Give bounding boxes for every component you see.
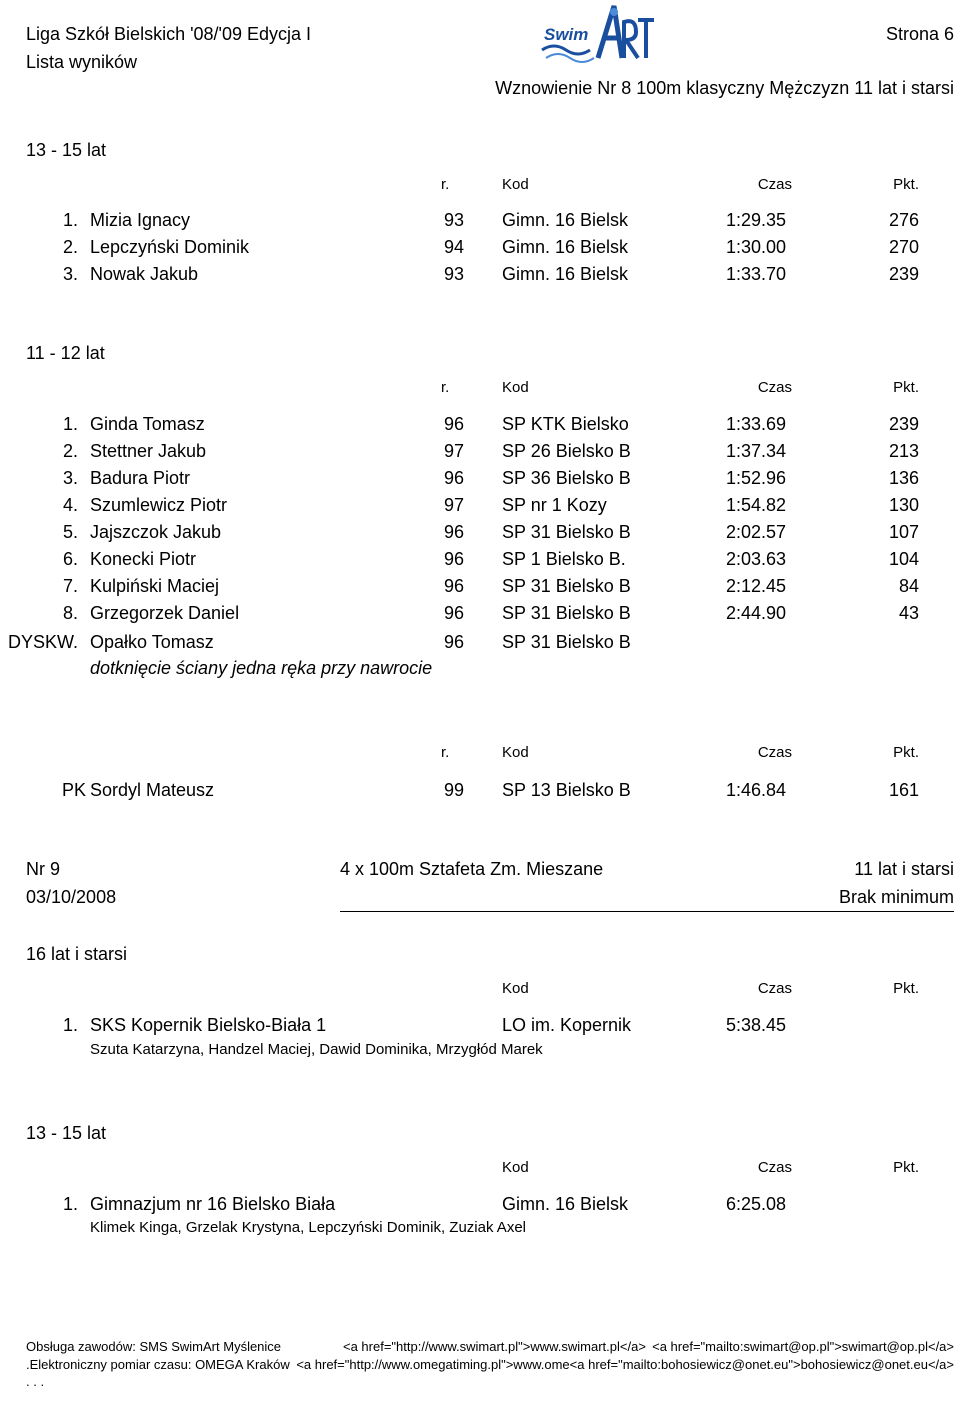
- col-points: Pkt.: [893, 379, 919, 396]
- event-date: 03/10/2008: [26, 887, 117, 907]
- swimmer-name: Stettner Jakub: [90, 441, 207, 461]
- time: 2:44.90: [726, 603, 787, 623]
- points: 213: [888, 441, 919, 461]
- club: Gimn. 16 Bielsk: [502, 210, 629, 230]
- relay-row: [0, 1015, 960, 1041]
- col-club: Kod: [502, 980, 529, 997]
- place: 2.: [62, 237, 78, 257]
- birth-year: 96: [444, 549, 465, 569]
- group-title-13-15: 13 - 15 lat: [26, 140, 107, 160]
- points: 161: [888, 780, 919, 800]
- col-year: r.: [441, 176, 450, 193]
- birth-year: 96: [444, 603, 465, 623]
- footer-dots: . . .: [26, 1374, 45, 1389]
- place: 3.: [62, 264, 78, 284]
- birth-year: 96: [444, 576, 465, 596]
- col-time: Czas: [757, 980, 792, 997]
- col-year: r.: [441, 744, 450, 761]
- place: 7.: [62, 576, 78, 596]
- footer-email-link[interactable]: <a href="mailto:swimart@op.pl">swimart@op.pl</a>: [652, 1339, 954, 1354]
- place: PK: [61, 780, 86, 800]
- svg-text:Swim: Swim: [544, 25, 589, 44]
- place: 4.: [62, 495, 78, 515]
- time: 2:03.63: [726, 549, 787, 569]
- col-points: Pkt.: [893, 176, 919, 193]
- results-subtitle: Lista wyników: [26, 52, 138, 72]
- page-number: Strona 6: [885, 24, 954, 44]
- col-club: Kod: [502, 1159, 529, 1176]
- club: Gimn. 16 Bielsk: [502, 1194, 629, 1214]
- time: 1:30.00: [726, 237, 787, 257]
- place: 3.: [62, 468, 78, 488]
- birth-year: 93: [444, 264, 465, 284]
- swimmer-name: Lepczyński Dominik: [90, 237, 250, 257]
- club: LO im. Kopernik: [502, 1015, 632, 1035]
- col-year: r.: [441, 379, 450, 396]
- swimmer-name: Grzegorzek Daniel: [90, 603, 240, 623]
- club: SP nr 1 Kozy: [502, 495, 607, 515]
- result-row: [0, 522, 960, 548]
- footer-website-link[interactable]: <a href="http://www.swimart.pl">www.swimart.pl</a>: [343, 1339, 646, 1354]
- points: 43: [898, 603, 919, 623]
- club: SP 13 Bielsko B: [502, 780, 631, 800]
- place: 5.: [62, 522, 78, 542]
- swimmer-name: Mizia Ignacy: [90, 210, 191, 230]
- result-row: [0, 264, 960, 290]
- col-club: Kod: [502, 379, 529, 396]
- col-points: Pkt.: [893, 744, 919, 761]
- birth-year: 96: [444, 632, 465, 652]
- relay-group-title: 16 lat i starsi: [26, 944, 128, 964]
- disqualification-note: dotknięcie ściany jedna ręka przy nawrocie: [90, 658, 433, 678]
- birth-year: 97: [444, 495, 465, 515]
- result-row: [0, 549, 960, 575]
- result-row: [0, 495, 960, 521]
- club: Gimn. 16 Bielsk: [502, 264, 629, 284]
- time: 6:25.08: [726, 1194, 787, 1214]
- points: 136: [888, 468, 919, 488]
- points: 270: [888, 237, 919, 257]
- place: 1.: [62, 414, 78, 434]
- result-row: [0, 780, 960, 806]
- event-name: 4 x 100m Sztafeta Zm. Mieszane: [340, 859, 604, 879]
- column-header: [0, 379, 960, 399]
- result-row: [0, 441, 960, 467]
- footer-timing: .Elektroniczny pomiar czasu: OMEGA Kraków: [26, 1357, 290, 1372]
- league-title: Liga Szkół Bielskich '08/'09 Edycja I: [26, 24, 312, 44]
- result-row: [0, 210, 960, 236]
- swimmer-name: Sordyl Mateusz: [90, 780, 215, 800]
- birth-year: 96: [444, 522, 465, 542]
- relay-row: [0, 1194, 960, 1220]
- birth-year: 93: [444, 210, 465, 230]
- club: SP 31 Bielsko B: [502, 576, 631, 596]
- place: 2.: [62, 441, 78, 461]
- result-row: [0, 603, 960, 629]
- team-name: Gimnazjum nr 16 Bielsko Biała: [90, 1194, 336, 1214]
- place: 6.: [62, 549, 78, 569]
- birth-year: 94: [444, 237, 465, 257]
- swimmer-name: Szumlewicz Piotr: [90, 495, 228, 515]
- time: 1:52.96: [726, 468, 787, 488]
- result-row-disqualified: [0, 632, 960, 658]
- club: Gimn. 16 Bielsk: [502, 237, 629, 257]
- team-name: SKS Kopernik Bielsko-Biała 1: [90, 1015, 327, 1035]
- event-number: Nr 9: [26, 859, 61, 879]
- time: 1:46.84: [726, 780, 787, 800]
- club: SP 31 Bielsko B: [502, 603, 631, 623]
- column-header: [0, 1159, 960, 1179]
- club: SP 31 Bielsko B: [502, 632, 631, 652]
- column-header: [0, 176, 960, 196]
- swimart-logo: [538, 0, 656, 72]
- time: 1:54.82: [726, 495, 787, 515]
- col-club: Kod: [502, 744, 529, 761]
- group-title-11-12: 11 - 12 lat: [26, 343, 105, 363]
- swimmer-name: Konecki Piotr: [90, 549, 197, 569]
- time: 1:37.34: [726, 441, 787, 461]
- points: 84: [898, 576, 919, 596]
- event-title: Wznowienie Nr 8 100m klasyczny Mężczyzn 11 lat i starsi: [495, 78, 954, 98]
- swimmer-name: Jajszczok Jakub: [90, 522, 222, 542]
- points: 130: [888, 495, 919, 515]
- club: SP 36 Bielsko B: [502, 468, 631, 488]
- birth-year: 96: [444, 414, 465, 434]
- place: 1.: [62, 1194, 78, 1214]
- points: 239: [888, 414, 919, 434]
- swimmer-name: Opałko Tomasz: [90, 632, 214, 652]
- time: 2:12.45: [726, 576, 787, 596]
- col-club: Kod: [502, 176, 529, 193]
- points: 239: [888, 264, 919, 284]
- club: SP 1 Bielsko B.: [502, 549, 626, 569]
- col-time: Czas: [757, 1159, 792, 1176]
- col-time: Czas: [757, 379, 792, 396]
- points: 276: [888, 210, 919, 230]
- birth-year: 97: [444, 441, 465, 461]
- club: SP KTK Bielsko: [502, 414, 629, 434]
- swimmer-name: Nowak Jakub: [90, 264, 199, 284]
- place: 1.: [62, 210, 78, 230]
- result-row: [0, 576, 960, 602]
- result-row: [0, 414, 960, 440]
- place: 1.: [62, 1015, 78, 1035]
- time: 1:33.69: [726, 414, 787, 434]
- result-row: [0, 237, 960, 263]
- col-time: Czas: [757, 176, 792, 193]
- event-age: 11 lat i starsi: [854, 859, 954, 879]
- swimmer-name: Kulpiński Maciej: [90, 576, 220, 596]
- col-time: Czas: [757, 744, 792, 761]
- result-row: [0, 468, 960, 494]
- swimmer-name: Badura Piotr: [90, 468, 191, 488]
- points: 104: [888, 549, 919, 569]
- birth-year: 99: [444, 780, 465, 800]
- time: 1:33.70: [726, 264, 787, 284]
- footer-organizer: Obsługa zawodów: SMS SwimArt Myślenice: [26, 1339, 282, 1354]
- col-points: Pkt.: [893, 980, 919, 997]
- relay-members: Klimek Kinga, Grzelak Krystyna, Lepczyński Dominik, Zuziak Axel: [90, 1219, 526, 1236]
- club: SP 31 Bielsko B: [502, 522, 631, 542]
- place: DYSKW.: [7, 632, 78, 652]
- place: 8.: [62, 603, 78, 623]
- footer-timing-link[interactable]: <a href="http://www.omegatiming.pl">www.ome<a href="mailto:bohosiewicz@onet.eu">bohosiewicz@onet.eu</a>: [296, 1357, 954, 1372]
- club: SP 26 Bielsko B: [502, 441, 631, 461]
- time: 1:29.35: [726, 210, 787, 230]
- points: 107: [888, 522, 919, 542]
- swimmer-name: Ginda Tomasz: [90, 414, 205, 434]
- time: 5:38.45: [726, 1015, 787, 1035]
- column-header: [0, 980, 960, 1000]
- event-minimum: Brak minimum: [838, 887, 954, 907]
- column-header: [0, 744, 960, 764]
- relay-group-title: 13 - 15 lat: [26, 1123, 107, 1143]
- time: 2:02.57: [726, 522, 787, 542]
- event-divider: [340, 911, 954, 912]
- col-points: Pkt.: [893, 1159, 919, 1176]
- birth-year: 96: [444, 468, 465, 488]
- relay-members: Szuta Katarzyna, Handzel Maciej, Dawid Dominika, Mrzygłód Marek: [90, 1041, 543, 1058]
